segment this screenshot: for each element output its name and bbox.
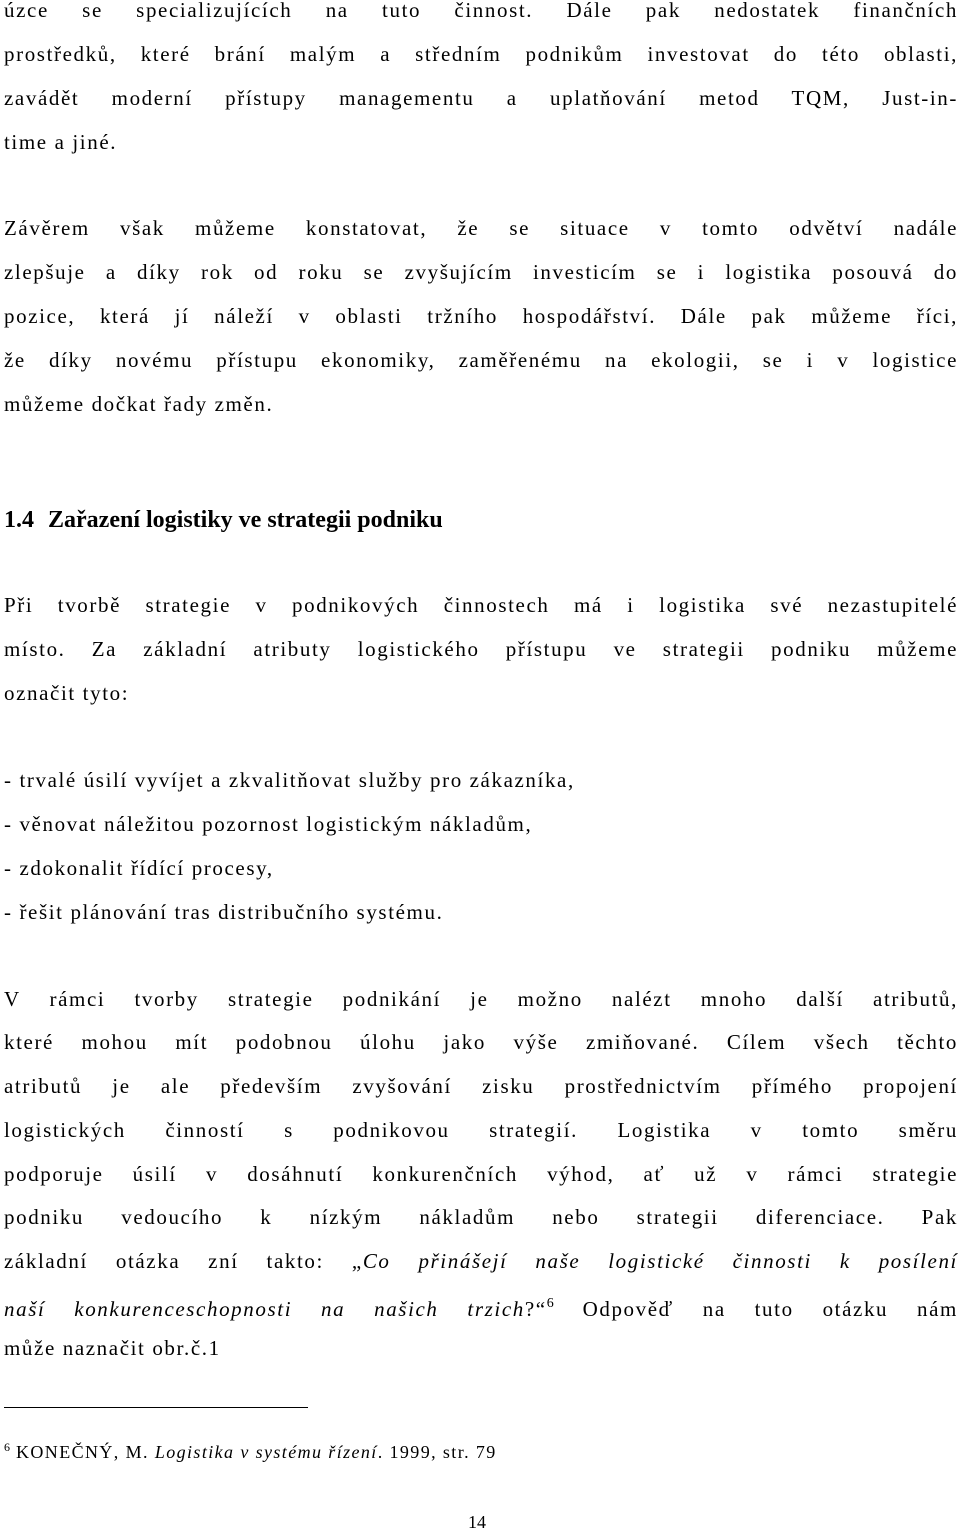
paragraph-4-line-7 <box>4 1247 958 1275</box>
footnote-number: 6 <box>4 1440 10 1454</box>
list-item: - trvalé úsilí vyvíjet a zkvalitňovat služby pro zákazníka, <box>4 768 575 792</box>
footnote <box>4 1434 497 1465</box>
paragraph-1-line-2: prostředků, které brání malým a středním podnikům investovat do této oblasti, <box>4 42 958 66</box>
answer-text: Odpověď na tuto otázku nám <box>553 1297 958 1321</box>
list-item: - řešit plánování tras distribučního systému. <box>4 900 444 924</box>
question-intro: základní otázka zní takto: „ <box>4 1249 363 1273</box>
paragraph-4-line-3: atributů je ale především zvyšování zisku prostřednictvím přímého propojení <box>4 1074 958 1098</box>
paragraph-4-line-9: může naznačit obr.č.1 <box>4 1336 221 1360</box>
footnote-author: KONEČNÝ, M. <box>16 1442 155 1462</box>
paragraph-2-line-5: můžeme dočkat řady změn. <box>4 392 274 416</box>
list-item: - zdokonalit řídící procesy, <box>4 856 274 880</box>
section-heading <box>4 504 443 536</box>
section-number: 1.4 <box>4 507 34 533</box>
paragraph-3-line-2: místo. Za základní atributy logistického přístupu ve strategii podniku můžeme <box>4 637 958 661</box>
paragraph-4-line-4: logistických činností s podnikovou strategií. Logistika v tomto směru <box>4 1118 958 1142</box>
paragraph-2-line-4: že díky novému přístupu ekonomiky, zaměřenému na ekologii, se i v logistice <box>4 348 958 372</box>
paragraph-2-line-3: pozice, která jí náleží v oblasti tržního hospodářství. Dále pak můžeme říci, <box>4 304 958 328</box>
footnote-title: Logistika v systému řízení <box>154 1442 378 1462</box>
paragraph-2-line-2: zlepšuje a díky rok od roku se zvyšujícím investicím se i logistika posouvá do <box>4 260 958 284</box>
paragraph-4-line-8 <box>4 1290 958 1323</box>
paragraph-1-line-3: zavádět moderní přístupy managementu a uplatňování metod TQM, Just-in- <box>4 86 958 110</box>
paragraph-3-line-3: označit tyto: <box>4 681 130 705</box>
paragraph-4-line-5: podporuje úsilí v dosáhnutí konkurenčních výhod, ať už v rámci strategie <box>4 1162 958 1186</box>
list-item: - věnovat náležitou pozornost logistickým nákladům, <box>4 812 533 836</box>
question-close: ?“ <box>524 1297 547 1321</box>
page-number: 14 <box>468 1512 486 1532</box>
quoted-question-part-2: naší konkurenceschopnosti na našich trzich <box>4 1297 525 1321</box>
footnote-reference: 6 <box>546 1296 554 1311</box>
paragraph-4-line-2: které mohou mít podobnou úlohu jako výše zmiňované. Cílem všech těchto <box>4 1030 958 1054</box>
paragraph-1-line-1: úzce se specializujících na tuto činnost. Dále pak nedostatek finančních <box>4 0 958 22</box>
quoted-question-part-1: Co přinášejí naše logistické činnosti k posílení <box>362 1249 958 1273</box>
paragraph-4-line-6: podniku vedoucího k nízkým nákladům nebo strategii diferenciace. Pak <box>4 1205 958 1229</box>
paragraph-3-line-1: Při tvorbě strategie v podnikových činnostech má i logistika své nezastupitelé <box>4 593 958 617</box>
footnote-divider <box>4 1407 308 1408</box>
paragraph-1-line-4: time a jiné. <box>4 130 118 154</box>
paragraph-2-line-1: Závěrem však můžeme konstatovat, že se situace v tomto odvětví nadále <box>4 216 958 240</box>
paragraph-4-line-1: V rámci tvorby strategie podnikání je možno nalézt mnoho další atributů, <box>4 987 958 1011</box>
section-title: Zařazení logistiky ve strategii podniku <box>48 507 443 533</box>
footnote-details: . 1999, str. 79 <box>377 1442 497 1462</box>
